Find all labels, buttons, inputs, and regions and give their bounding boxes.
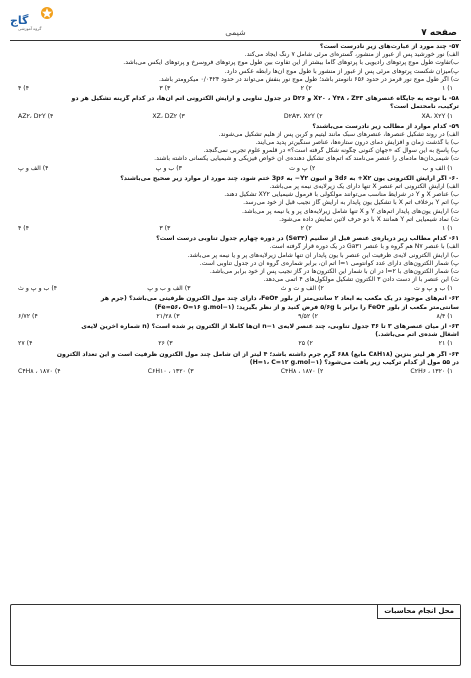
question-line: پ) پاسخ به این سوال که «جهان کنونی چگونه شکل گرفته است؟» در قلمرو علوم تجربی نمی‌گنجد. (203, 147, 459, 155)
calculation-area[interactable] (10, 604, 461, 666)
option-4[interactable]: ۴) الف و پ (18, 164, 49, 172)
option-3[interactable]: ۳) ۲۱/۲۸ (156, 312, 180, 320)
option-1[interactable]: ۱) ۱ (441, 84, 453, 92)
option-3[interactable]: ۳) ۳ (159, 224, 171, 232)
question-58 (12, 95, 459, 121)
question-line: ب) با گذشت زمان و افزایش دمای درون ستاره‌ها، عناصر سنگین‌تر پدید می‌آیند. (255, 139, 459, 147)
subject-title: شیمی (225, 28, 246, 37)
question-title: ۵۸- با توجه به جایگاه عنصرهای X۲۰ ، Y۴۸ ، Z۴۳ و D۲۶ در جدول تناوبی و آرایش الکترونی اتم آن‌ها، در کدام گزینه تشکیل هر دو (71, 95, 459, 103)
option-1[interactable]: ۱) الف و ب (422, 164, 453, 172)
question-59 (12, 123, 459, 173)
question-line: اشغال شده‌ی اتم می‌باشد.) (375, 331, 459, 339)
question-57 (12, 43, 459, 93)
question-line: الف) با عنصر N۷ هم گروه و با عنصر Ga۳۱ در یک دوره قرار گرفته است. (269, 243, 459, 251)
question-line: ت) اگر طول موج نور قرمز در حدود ۶۵۶ نانومتر باشد؛ طول موج نور بنفش می‌تواند در حدود ۰/۰۴۲۴ میکرومتر باشد. (158, 75, 459, 83)
answer-options (12, 165, 459, 173)
question-title: ۶۴- اگر هر لیتر بنزین (C۸H۱۸ مایع) ۶۸۸ گرم جرم داشته باشد؛ ۴ لیتر از آن شامل چند مول الکترون ظرفیت است و این تعداد الکترون (56, 350, 459, 358)
option-2[interactable]: ۲) ۲ (300, 84, 312, 92)
question-title: ۶۰- اگر آرایش الکترونی یون X۲+ به 3d۶ و آنیون Y۲− به 3p۶ ختم شود، چند مورد از موارد زیر صحیح می‌باشند؟ (120, 174, 459, 182)
question-line: ت) شمار الکترون‌های با l=۲ در آن با شمار این الکترون‌ها در گاز نجیب پس از خود برابر می‌باشد. (209, 267, 459, 275)
question-line: ب) آرایش الکترونی لایه‌ی ظرفیت این عنصر با یون پایدار آن تنها شامل زیرلایه‌های پر و یا نیمه پر می‌باشد. (187, 251, 459, 259)
option-3[interactable]: ۳) الف و ب و پ (147, 285, 191, 293)
question-title: ۶۱- کدام مطالب زیر درباره‌ی عنصر قبل از سلنیم (Se۳۴) در دوره چهارم جدول تناوبی درست است؟ (156, 235, 459, 243)
question-line: ب) عناصر X و Y در شرایط مناسب می‌توانند مولکولی با فرمول شیمیایی XY۲ تشکیل دهند. (224, 191, 459, 199)
option-1[interactable]: ۱) C۲H۶ ، ۱۳۲۰ (410, 367, 453, 375)
logo-subtext: گروه آموزشی (18, 26, 42, 31)
option-1[interactable]: ۱) ۲۱ (438, 340, 453, 348)
question-line: ث) این عنصر با از دست دادن ۳ الکترون تشکیل مولکول‌های ۴ اتمی می‌دهد. (263, 276, 459, 284)
calculation-area-title: محل انجام محاسبات (377, 605, 460, 619)
answer-options (12, 313, 459, 321)
option-3[interactable]: ۳) ب و پ (155, 164, 182, 172)
option-4[interactable]: ۴) ۲۷ (18, 340, 33, 348)
question-title: ۵۷- چند مورد از عبارت‌های زیر نادرست است؟ (319, 43, 459, 50)
answer-options (12, 225, 459, 233)
logo-star-icon (40, 6, 54, 20)
question-line: سانتی‌متر مکعب از بلور FeO۴ را برابر با ۵/۶g فرض کنید و از نظر بگیرید: (Fe=۵۶، O=۱۶ g.mol−۱) (154, 303, 459, 311)
question-64 (12, 351, 459, 377)
option-1[interactable]: ۱) ۱ (441, 224, 453, 232)
option-1[interactable]: ۱) ۸/۴ (436, 312, 453, 320)
option-3[interactable]: ۳) ۲۶ (158, 340, 173, 348)
page-header (0, 0, 471, 42)
header-divider (10, 40, 461, 41)
question-line: الف) نور خورشید پس از عبور از منشور، گستره‌ای مرئی شامل ۷ رنگ ایجاد می‌کند. (244, 51, 459, 59)
question-line: الف) در روند تشکیل عنصرها، عنصرهای سبک مانند لیتیم و کربن پس از هلیم تشکیل می‌شوند. (218, 130, 459, 138)
option-4[interactable]: ۴) ۶/۷۲ (18, 312, 38, 320)
option-3[interactable]: ۳) C۶H۱۰ ، ۱۳۲۰ (147, 367, 194, 375)
answer-options (12, 340, 459, 348)
question-61 (12, 235, 459, 293)
question-line: در ۵۵ مول از کدام ترکیب زیر یافت می‌شود؟ (H=۱، C=۱۲ g.mol−۱) (249, 358, 459, 366)
answer-options (12, 85, 459, 93)
question-title: ۵۹- کدام موارد از مطالب زیر نادرست می‌باشند؟ (312, 122, 459, 130)
option-2[interactable]: ۲) پ و ت (289, 164, 316, 172)
option-2[interactable]: ۲) ۲ (300, 224, 312, 232)
question-title: ۶۳- از میان عنصرهای ۳ تا ۳۶ جدول تناوبی، چند عنصر لایه‌ی n−۱ آن‌ها کاملا از الکترون پر شده است؟ (n شماره آخرین لایه‌ی (81, 323, 459, 330)
question-60 (12, 175, 459, 233)
option-4[interactable]: ۴) ۴ (18, 224, 30, 232)
question-63 (12, 323, 459, 349)
option-1[interactable]: ۱) XA، X۲Y (421, 112, 453, 120)
option-2[interactable]: ۲) D۲A۳، X۲Y (283, 112, 323, 120)
option-2[interactable]: ۲) الف و ت و ث (280, 285, 324, 293)
option-1[interactable]: ۱) ب و پ و ت (413, 285, 453, 293)
answer-options (12, 285, 459, 293)
answer-options (12, 113, 459, 121)
question-line: ب)تفاوت طول موج پرتوهای رادیویی با پرتوهای گاما بیشتر از این تفاوت بین طول موج پرتوهای فروسرخ و پرتوهای ایکس می‌باشد. (123, 59, 459, 67)
answer-options (12, 368, 459, 376)
option-2[interactable]: ۲) ۹/۵۲ (298, 312, 318, 320)
question-line: ت) شیمی‌دان‌ها مادمای را عنصر می‌نامند که اتم‌های تشکیل دهنده‌ی آن خواص فیزیکی و شیمیایی یکسانی داشته باشند. (154, 155, 459, 163)
option-4[interactable]: ۴) ب و پ و ث (18, 285, 58, 293)
publisher-logo (10, 6, 58, 34)
question-line: پ)میزان شکست پرتوهای مرئی پس از عبور از منشور با طول موج آن‌ها رابطه عکس دارد. (224, 67, 459, 75)
option-2[interactable]: ۲) C۴H۸ ، ۱۸۷۰ (280, 367, 324, 375)
question-62 (12, 295, 459, 321)
question-line: پ) شمار الکترون‌های دارای عدد کوانتومی l=۱ اتم آن، برابر شماره‌ی گروه آن در جدول تناوبی است. (199, 259, 459, 267)
question-line: ث) نماد شیمیایی اتم Y همانند X با دو حرف لاتین نمایش داده می‌شود. (279, 215, 459, 223)
option-3[interactable]: ۳) ۳ (159, 84, 171, 92)
logo-text: گاج (10, 14, 29, 27)
option-3[interactable]: ۳) XZ، DZ۲ (152, 112, 185, 120)
page-number: صفحه ۷ (421, 28, 457, 38)
question-line: ت) آرایش یون‌های پایدار اتم‌های Y و X تنها شامل زیرلایه‌های پر و یا نیمه پر می‌باشد. (242, 207, 459, 215)
question-line: پ) اتم Y برخلاف اتم X با تشکیل یون پایدار به آرایش گاز نجیب قبل از خود می‌رسد. (243, 199, 459, 207)
question-line: الف) آرایش الکترونی اتم عنصر X تنها دارای یک زیرلایه‌ی نیمه پر می‌باشد. (269, 183, 459, 190)
option-4[interactable]: ۴) ۴ (18, 84, 30, 92)
option-4[interactable]: ۴) C۴H۸ ، ۱۸۷۰ (18, 367, 61, 375)
option-4[interactable]: ۴) AZ۲، D۲Y (18, 112, 54, 120)
option-2[interactable]: ۲) ۲۵ (298, 340, 313, 348)
question-line: ترکیب، نامحتمل است؟ (390, 103, 459, 111)
questions-area (12, 43, 459, 378)
question-title: ۶۲- اتم‌های موجود در یک مکعب به ابعاد ۲ سانتی‌متر از بلور FeO۴، دارای چند مول الکترون ظرفیتی می‌باشد؟ (جرم هر (100, 295, 459, 303)
